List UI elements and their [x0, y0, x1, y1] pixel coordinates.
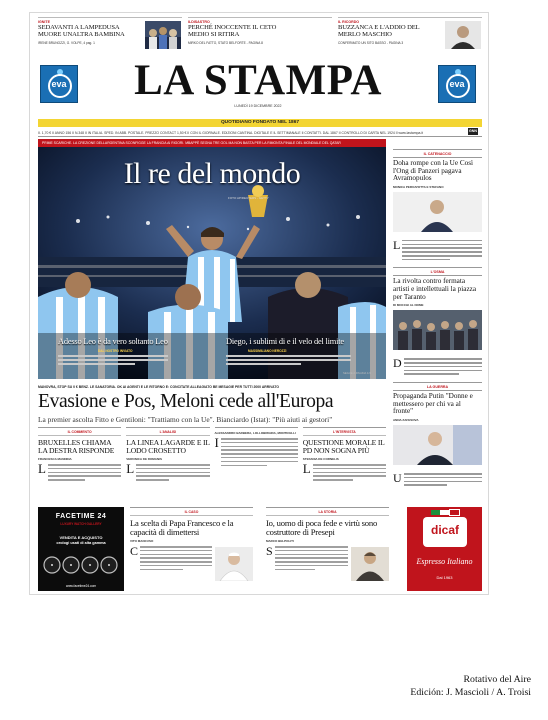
column-body [126, 463, 209, 483]
column-byline: VERONICA DE ROMANIS [126, 457, 162, 461]
teaser-headline: BUZZANCA E L'ADDIO DEL MERLO MASCHIO [338, 24, 420, 38]
dicaf-since: Dal 1963 [436, 575, 453, 580]
drop-cap: S [266, 544, 273, 558]
sidebar-kicker: LA GUERRA [393, 383, 482, 391]
eva-ad-left[interactable] [40, 65, 78, 103]
meloni-headline[interactable]: Evasione e Pos, Meloni cede all'Europa [38, 391, 334, 412]
column-body [303, 463, 386, 483]
hero-page-reference: SEGUE A PAGINA 4-5 [343, 371, 371, 375]
column-report[interactable] [215, 427, 298, 501]
story-body [266, 545, 389, 581]
sidebar-byline: ANNA ZAFESOVA [393, 417, 419, 422]
edition-credits [410, 673, 531, 699]
sidebar-body [393, 472, 482, 488]
teaser-photo-crowd [145, 21, 181, 49]
sidebar-headline: Propaganda Putin "Donne e mettessero per chi va al fronte" [393, 392, 473, 416]
column-byline: STEFANIA DE CORNELIS [302, 457, 339, 461]
sidebar-body [393, 357, 482, 377]
watches-icon [40, 551, 122, 579]
meloni-kicker: MANOVRA, STOP SU 0 € BENZ. LE SANATORIA. OK AI AGENTI E LE RITORNO E: CONCITATE ALLEAGIATO BE MESAGIE PER TUTTI 2000 ARRIVATO [38, 385, 280, 389]
teaser-buzzanca[interactable] [338, 17, 482, 53]
sidebar-byline: MONICA PERUZZOTTA E STEFANO [393, 184, 444, 189]
story-kicker: LA STORIA [266, 508, 389, 516]
column-kicker: IL COMMENTO [38, 428, 121, 436]
right-sidebar [393, 149, 482, 501]
credits-line-2: Edición: J. Mascioli / A. Troisi [410, 687, 531, 698]
column-lagarde[interactable] [126, 427, 209, 501]
teaser-kicker: IGNITE [38, 20, 50, 24]
eva-logo-text: eva [449, 79, 465, 89]
column-body [215, 437, 298, 468]
drop-cap: L [126, 461, 135, 476]
column-kicker: L'ANALISI [126, 428, 209, 436]
drop-cap: D [393, 356, 402, 371]
dicaf-tagline: Espresso Italiano [416, 557, 473, 566]
column-kicker: L'INTERVISTA [303, 428, 386, 436]
hero-strapline: PRIME SCARICHE. LA CREZIONE DELLARGENTINA SCONFIGGE LA FRANCIA AI RIGORI. MBAPPÈ SEGNA TRE GOL MA NON BASTA PER LA RIMONTA FINALE DEL MONDIALE DEL QATAR [38, 139, 386, 147]
founded-banner: QUOTIDIANO FONDATO NEL 1867 [38, 119, 482, 127]
bottom-row [38, 507, 482, 591]
credits-line-1: Rotativo del Aire [463, 674, 531, 685]
sidebar-body [393, 239, 482, 263]
story-kicker: IL CASO [130, 508, 253, 516]
teaser-byline: IRENE BRUNOZZI, G. VOLPE, 4 pag. 1 [38, 40, 95, 45]
column-byline: FRANCESCA MANNINA [38, 457, 72, 461]
story-papa-francesco[interactable] [130, 507, 253, 591]
pope-photo [215, 547, 253, 581]
story-byline: MARCO BELPOLITI [266, 539, 294, 543]
dicaf-logo-text: dicaf [430, 523, 459, 537]
opinion-columns [38, 427, 386, 501]
column-questione-morale[interactable] [303, 427, 386, 501]
eva-ad-right[interactable] [438, 65, 476, 103]
italian-flag-icon [431, 510, 459, 515]
drop-cap: L [302, 461, 311, 476]
teaser-photo-portrait [445, 21, 481, 49]
sidebar-story-doha[interactable] [393, 149, 482, 262]
hero-story[interactable] [38, 139, 386, 379]
drop-cap: U [393, 470, 402, 485]
sidebar-kicker: IL CATENACCIO [393, 150, 482, 158]
caption-right-body [226, 355, 351, 367]
hero-headline: Il re del mondo [123, 157, 301, 190]
eva-logo-text: eva [51, 79, 67, 89]
newspaper-title[interactable]: LA STAMPA [134, 57, 382, 104]
story-body [130, 545, 253, 581]
dicaf-coffee-ad[interactable] [407, 507, 482, 591]
teaser-kicker: IL RICORDO [338, 20, 360, 24]
column-body [38, 463, 121, 483]
caption-left-body [58, 355, 168, 367]
drop-cap: C [130, 544, 139, 558]
teaser-headline: PERCHÉ INOCCENTE IL CETO MEDIO SI RITIRA [188, 24, 277, 38]
caption-left-byline: DAL NOSTRO INVIATO [98, 349, 133, 353]
price-info-bar: II. 1,70 € II ANNO 156 II N.348 II IN ITALIA. SPED. IN ABB. POSTALE. PREZZO CONTACT 1,50 € II CON IL GIORNALE. EDIZIONI CANTINA. DIGITALE E IL SETTIMANALE II CONTATTI. DAL 1867 II CONTROLLO DI CARTA NEL 1924 II www.lastampa.it [38, 129, 482, 137]
column-headline: BRUXELLES CHIAMA LA DESTRA RISPONDE [38, 438, 115, 455]
gnn-logo: GNN [469, 129, 477, 133]
masthead [38, 57, 482, 113]
caption-right-byline: MASSIMILIANO NEROZZI [248, 349, 287, 353]
sidebar-story-putin[interactable] [393, 382, 482, 488]
column-bruxelles[interactable] [38, 427, 121, 501]
sidebar-photo-portrait [393, 192, 482, 232]
dicaf-logo-badge [423, 517, 467, 547]
column-headline: QUESTIONE MORALE IL PD NON SOGNA PIÙ [302, 438, 385, 455]
presepe-photo [351, 547, 389, 581]
top-teasers [38, 17, 482, 53]
caption-left-headline[interactable]: Adesso Leo è da vero soltanto Leo [58, 337, 168, 346]
sidebar-byline: DI MOCCHI AL NOME [393, 303, 424, 308]
sidebar-photo-putin [393, 425, 482, 465]
story-headline: La scelta di Papa Francesco e la capacità di dimettersi [130, 518, 234, 537]
ad-brand: FACETIME 24 [55, 513, 107, 520]
drop-cap: I [214, 435, 219, 450]
facetime-watch-ad[interactable] [38, 507, 124, 591]
teaser-kicker: ILDISASTRO [188, 20, 210, 24]
issue-date: LUNEDÌ 19 DICEMBRE 2022 [234, 104, 282, 108]
column-headline: LA LINEA LAGARDE E IL LODO CROSETTO [126, 438, 210, 455]
story-headline: Io, uomo di poca fede e virtù sono costruttore di Presepi [266, 518, 378, 537]
ad-url: www.facetime24.com [65, 584, 97, 588]
drop-cap: L [38, 461, 46, 476]
sidebar-headline: La rivolta contro fermata artisti e intellettuali la piazza per Taranto [393, 277, 477, 301]
photo-credit: FOTO AP/REUTERS - GETTY [228, 196, 269, 200]
sidebar-headline: Doha rompe con la Ue Così l'Ong di Panzeri pagava Avramopulos [393, 159, 474, 183]
teaser-lampedusa[interactable] [38, 17, 182, 53]
ad-line-1: VENDITA E ACQUISTO [59, 535, 103, 540]
sidebar-kicker: L'OSMA [393, 268, 482, 276]
sidebar-story-taranto[interactable] [393, 267, 482, 377]
newspaper-front-page [29, 12, 489, 595]
meloni-subhead: La premier ascolta Fitto e Gentiloni: "Trattiamo con la Ue". Bianciardo (Istat): "Più aiuti ai gestori" [38, 415, 333, 424]
teaser-ceto-medio[interactable] [188, 17, 332, 53]
story-byline: VITO MANCUSO [130, 539, 154, 543]
teaser-byline: MIRKO DEL FATTO, STATO BELFORTE - PAGINA 8 [188, 40, 263, 45]
column-byline: ALESSANDRO BARBERA, LOLLOBRIGIDA, MONTICELLI [214, 431, 296, 435]
ad-brand-sub: LUXURY WATCH GALLERY [60, 522, 102, 526]
teaser-headline: SEDAVANTI A LAMPEDUSA MUORE UNALTRA BAMBINA [38, 24, 125, 38]
ad-line-2: orologi usati di alta gamma [56, 541, 106, 545]
caption-right-headline[interactable]: Diego, i sublimi di e il velo del limite [226, 337, 344, 346]
sidebar-photo-crowd [393, 310, 482, 350]
story-presepi[interactable] [266, 507, 389, 591]
teaser-byline: CONFERMATO UN SITO BASSO - PAGINA 3 [338, 40, 404, 45]
drop-cap: L [393, 237, 401, 252]
